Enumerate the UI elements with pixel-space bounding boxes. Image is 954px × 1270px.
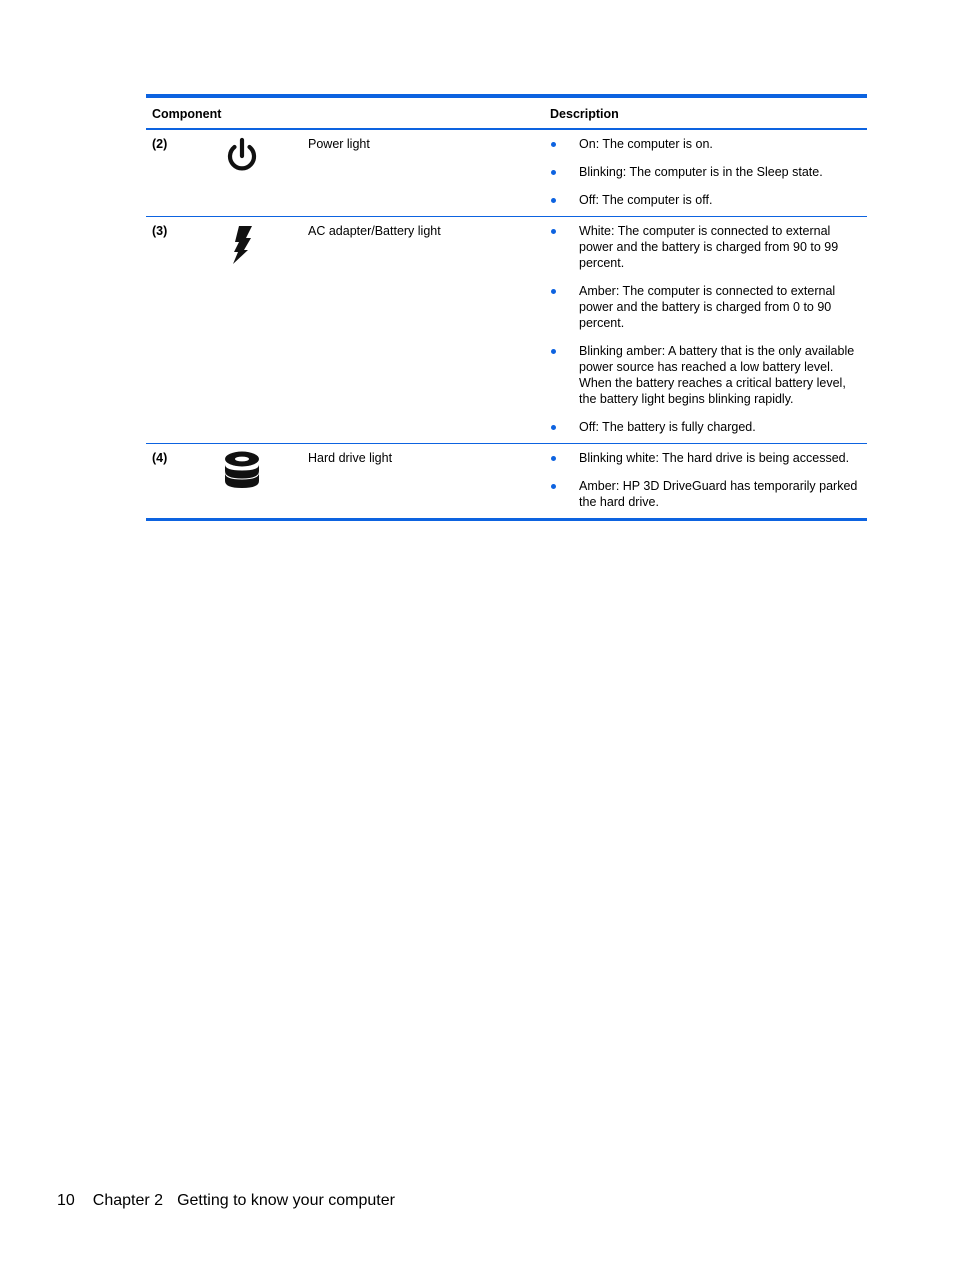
list-item-text: White: The computer is connected to external power and the battery is charged from 90 to 99 percent. bbox=[579, 224, 839, 270]
power-icon bbox=[222, 136, 262, 176]
bullet-icon bbox=[551, 229, 556, 234]
component-description bbox=[544, 217, 867, 444]
component-number: (2) bbox=[146, 129, 208, 217]
description-column-header: Description bbox=[544, 96, 867, 129]
list-item bbox=[550, 450, 861, 466]
list-item-text: Off: The computer is off. bbox=[579, 193, 713, 207]
list-item-text: Blinking amber: A battery that is the only available power source has reached a low battery level. When the battery reaches a critical battery level, the battery light begins blinking rapidly. bbox=[579, 344, 855, 406]
bullet-icon bbox=[551, 198, 556, 203]
list-item bbox=[550, 478, 861, 510]
chapter-label: Chapter 2 bbox=[92, 1192, 164, 1209]
list-item-text: Amber: The computer is connected to external power and the battery is charged from 0 to 90 percent. bbox=[579, 284, 836, 330]
table-header-row bbox=[146, 96, 867, 129]
hard-drive-icon bbox=[222, 450, 262, 490]
list-item-text: On: The computer is on. bbox=[579, 137, 713, 151]
bullet-icon bbox=[551, 349, 556, 354]
chapter-title: Getting to know your computer bbox=[177, 1192, 395, 1209]
list-item bbox=[550, 192, 861, 208]
lightning-bolt-icon bbox=[222, 223, 262, 265]
list-item-text: Amber: HP 3D DriveGuard has temporarily parked the hard drive. bbox=[579, 479, 858, 509]
bullet-icon bbox=[551, 484, 556, 489]
bullet-icon bbox=[551, 456, 556, 461]
component-number: (3) bbox=[146, 217, 208, 444]
list-item bbox=[550, 136, 861, 152]
component-name: Power light bbox=[302, 129, 544, 217]
bullet-icon bbox=[551, 425, 556, 430]
description-list bbox=[550, 450, 861, 510]
list-item bbox=[550, 164, 861, 180]
component-table bbox=[146, 94, 867, 521]
table-row bbox=[146, 129, 867, 217]
component-number: (4) bbox=[152, 451, 168, 465]
description-list bbox=[550, 136, 861, 208]
bullet-icon bbox=[551, 170, 556, 175]
list-item bbox=[550, 343, 861, 407]
component-column-header: Component bbox=[146, 96, 544, 129]
table-row bbox=[146, 444, 867, 520]
list-item bbox=[550, 419, 861, 435]
component-name: AC adapter/Battery light bbox=[302, 217, 544, 444]
page-footer bbox=[57, 1191, 395, 1211]
component-name: Hard drive light bbox=[308, 451, 393, 465]
component-description bbox=[544, 444, 867, 520]
table-row bbox=[146, 217, 867, 444]
list-item bbox=[550, 223, 861, 271]
component-description bbox=[544, 129, 867, 217]
list-item-text: Blinking: The computer is in the Sleep state. bbox=[579, 165, 823, 179]
list-item bbox=[550, 283, 861, 331]
page-number: 10 bbox=[57, 1192, 75, 1209]
list-item-text: Off: The battery is fully charged. bbox=[579, 420, 756, 434]
bullet-icon bbox=[551, 142, 556, 147]
description-list bbox=[550, 223, 861, 435]
bullet-icon bbox=[551, 289, 556, 294]
list-item-text: Blinking white: The hard drive is being accessed. bbox=[579, 451, 850, 465]
